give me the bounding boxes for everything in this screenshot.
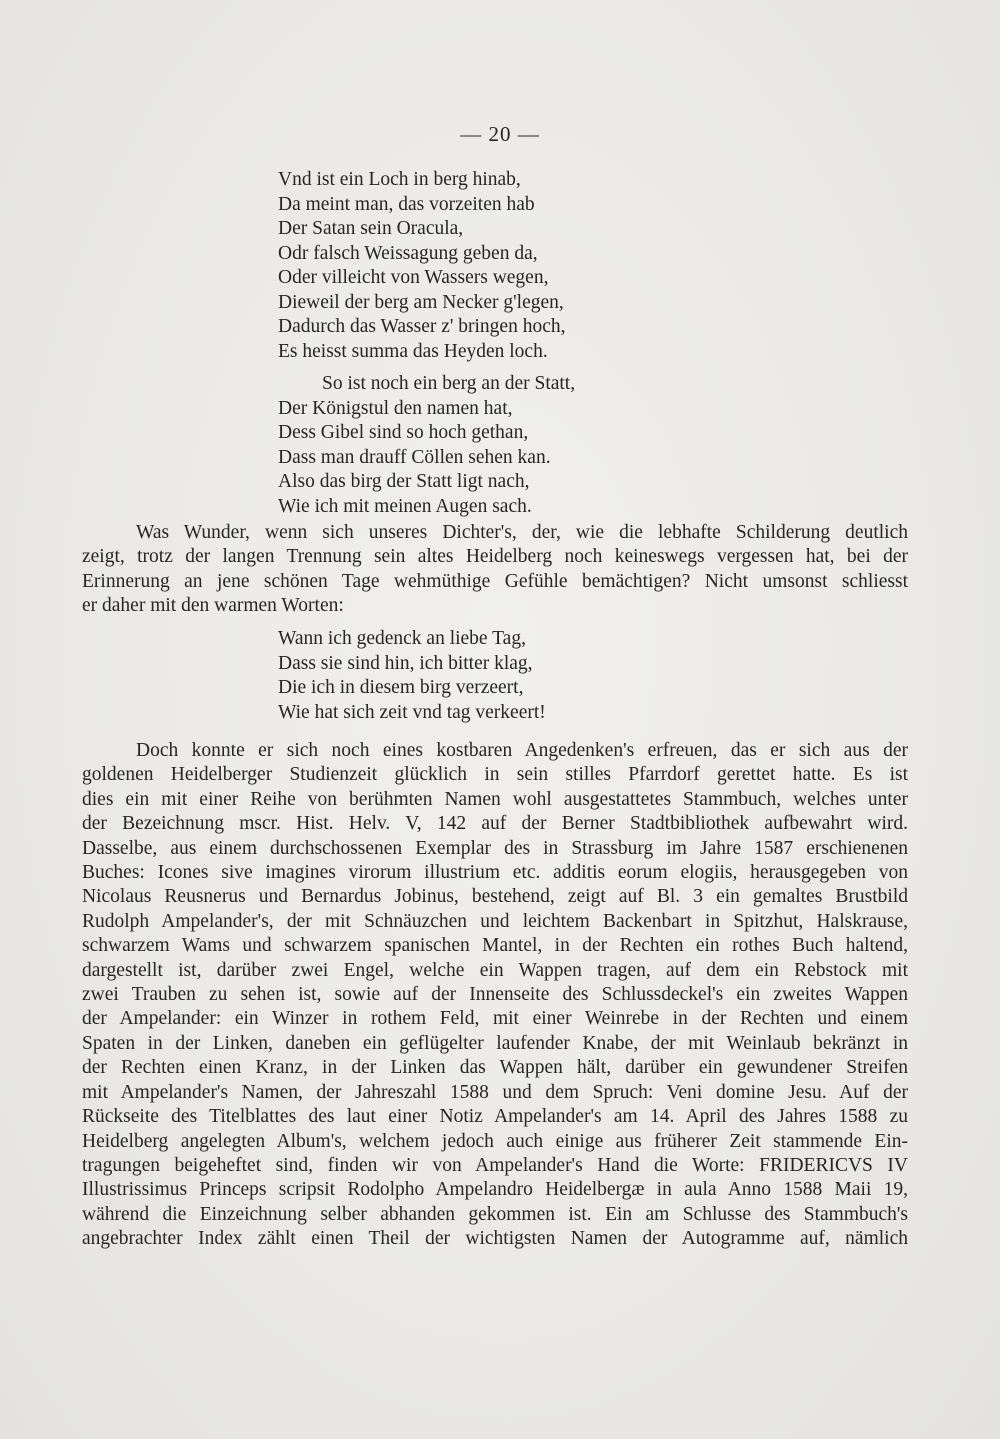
verse-line: Odr falsch Weissagung geben da, bbox=[278, 242, 538, 264]
paragraph-line: Buches: Icones sive imagines virorum illustrium etc. additis eorum elogiis, herausgegeben von bbox=[82, 862, 908, 884]
verse-line: Dass man drauff Cöllen sehen kan. bbox=[278, 446, 551, 468]
paragraph-line: während die Einzeichnung selber abhanden gekommen ist. Ein am Schlusse des Stammbuch's bbox=[82, 1203, 908, 1225]
paragraph-line: Spaten in der Linken, daneben ein geflügelter laufender Knabe, der mit Weinlaub bekränzt in bbox=[82, 1032, 908, 1054]
paragraph-1 bbox=[82, 521, 908, 619]
verse-line: Der Königstul den namen hat, bbox=[278, 397, 513, 419]
paragraph-line: der Ampelander: ein Winzer in rothem Feld, mit einer Weinrebe in der Rechten und einem bbox=[82, 1008, 908, 1030]
paragraph-line: Rudolph Ampelander's, der mit Schnäuzchen und leichtem Backenbart in Spitzhut, Halskrause, bbox=[82, 910, 908, 932]
verse-line: Da meint man, das vorzeiten hab bbox=[278, 193, 535, 215]
verse-line: Es heisst summa das Heyden loch. bbox=[278, 340, 548, 362]
verse-line: So ist noch ein berg an der Statt, bbox=[322, 373, 576, 394]
verse-line: Vnd ist ein Loch in berg hinab, bbox=[278, 169, 521, 190]
verse-line: Dess Gibel sind so hoch gethan, bbox=[278, 422, 529, 443]
paragraph-line: mit Ampelander's Namen, der Jahreszahl 1588 und dem Spruch: Veni domine Jesu. Auf der bbox=[82, 1081, 908, 1103]
paragraph-line: goldenen Heidelberger Studienzeit glücklich in sein stilles Pfarrdorf gerettet hatte. Es ist bbox=[82, 764, 908, 786]
verse-line: Die ich in diesem birg verzeert, bbox=[278, 677, 524, 698]
verse-line: Wie hat sich zeit vnd tag verkeert! bbox=[278, 701, 546, 723]
paragraph-line: Erinnerung an jene schönen Tage wehmüthige Gefühle bemächtigen? Nicht umsonst schliesst bbox=[82, 570, 908, 592]
paragraph-line: Heidelberg angelegten Album's, welchem jedoch auch einige aus früherer Zeit stammende Ein- bbox=[82, 1130, 908, 1152]
verse-line: Also das birg der Statt ligt nach, bbox=[278, 471, 530, 492]
verse-block-3 bbox=[278, 627, 798, 725]
verse-line: Wie ich mit meinen Augen sach. bbox=[278, 495, 532, 517]
verse-block-2 bbox=[278, 372, 798, 519]
paragraph-line: Rückseite des Titelblattes des laut einer Notiz Ampelander's am 14. April des Jahres 1588 zu bbox=[82, 1106, 908, 1128]
paragraph-line: zwei Trauben zu sehen ist, sowie auf der Innenseite des Schlussdeckel's ein zweites Wappen bbox=[82, 984, 908, 1006]
paragraph-line: er daher mit den warmen Worten: bbox=[82, 595, 344, 617]
paragraph-line: Illustrissimus Princeps scripsit Rodolpho Ampelandro Heidelbergæ in aula Anno 1588 Maii 19, bbox=[82, 1179, 908, 1201]
paragraph-line: Doch konnte er sich noch eines kostbaren Angedenken's erfreuen, das er sich aus der bbox=[136, 740, 908, 761]
verse-line: Dieweil der berg am Necker g'legen, bbox=[278, 291, 564, 313]
paragraph-line: dargestellt ist, darüber zwei Engel, welche ein Wappen tragen, auf dem ein Rebstock mit bbox=[82, 959, 908, 981]
page-number: — 20 — bbox=[460, 122, 540, 146]
verse-line: Oder villeicht von Wassers wegen, bbox=[278, 267, 549, 288]
paragraph-line: Nicolaus Reusnerus und Bernardus Jobinus, bestehend, zeigt auf Bl. 3 ein gemaltes Brustbild bbox=[82, 886, 908, 908]
paragraph-2 bbox=[82, 739, 908, 1252]
verse-line: Dass sie sind hin, ich bitter klag, bbox=[278, 652, 533, 674]
paragraph-line: Dasselbe, aus einem durchschossenen Exemplar des in Strassburg im Jahre 1587 erschienenen bbox=[82, 837, 908, 859]
verse-line: Wann ich gedenck an liebe Tag, bbox=[278, 628, 526, 649]
paragraph-line: Was Wunder, wenn sich unseres Dichter's, der, wie die lebhafte Schilderung deutlich bbox=[136, 522, 908, 543]
paragraph-line: der Rechten einen Kranz, in der Linken das Wappen hält, darüber ein gewundener Streifen bbox=[82, 1057, 908, 1079]
paragraph-line: schwarzem Wams und schwarzem spanischen Mantel, in der Rechten ein rothes Buch haltend, bbox=[82, 935, 908, 957]
verse-line: Dadurch das Wasser z' bringen hoch, bbox=[278, 316, 566, 337]
paragraph-line: tragungen beigeheftet sind, finden wir von Ampelander's Hand die Worte: FRIDERICVS IV bbox=[82, 1154, 908, 1176]
verse-block-1 bbox=[278, 168, 798, 364]
paragraph-line: zeigt, trotz der langen Trennung sein altes Heidelberg noch keineswegs vergessen hat, bei der bbox=[82, 546, 908, 568]
paragraph-line: dies ein mit einer Reihe von berühmten Namen wohl ausgestattetes Stammbuch, welches unter bbox=[82, 788, 908, 810]
paragraph-line: angebrachter Index zählt einen Theil der wichtigsten Namen der Autogramme auf, nämlich bbox=[82, 1228, 908, 1250]
verse-line: Der Satan sein Oracula, bbox=[278, 218, 464, 239]
paragraph-line: der Bezeichnung mscr. Hist. Helv. V, 142 auf der Berner Stadtbibliothek aufbewahrt wird. bbox=[82, 813, 908, 835]
